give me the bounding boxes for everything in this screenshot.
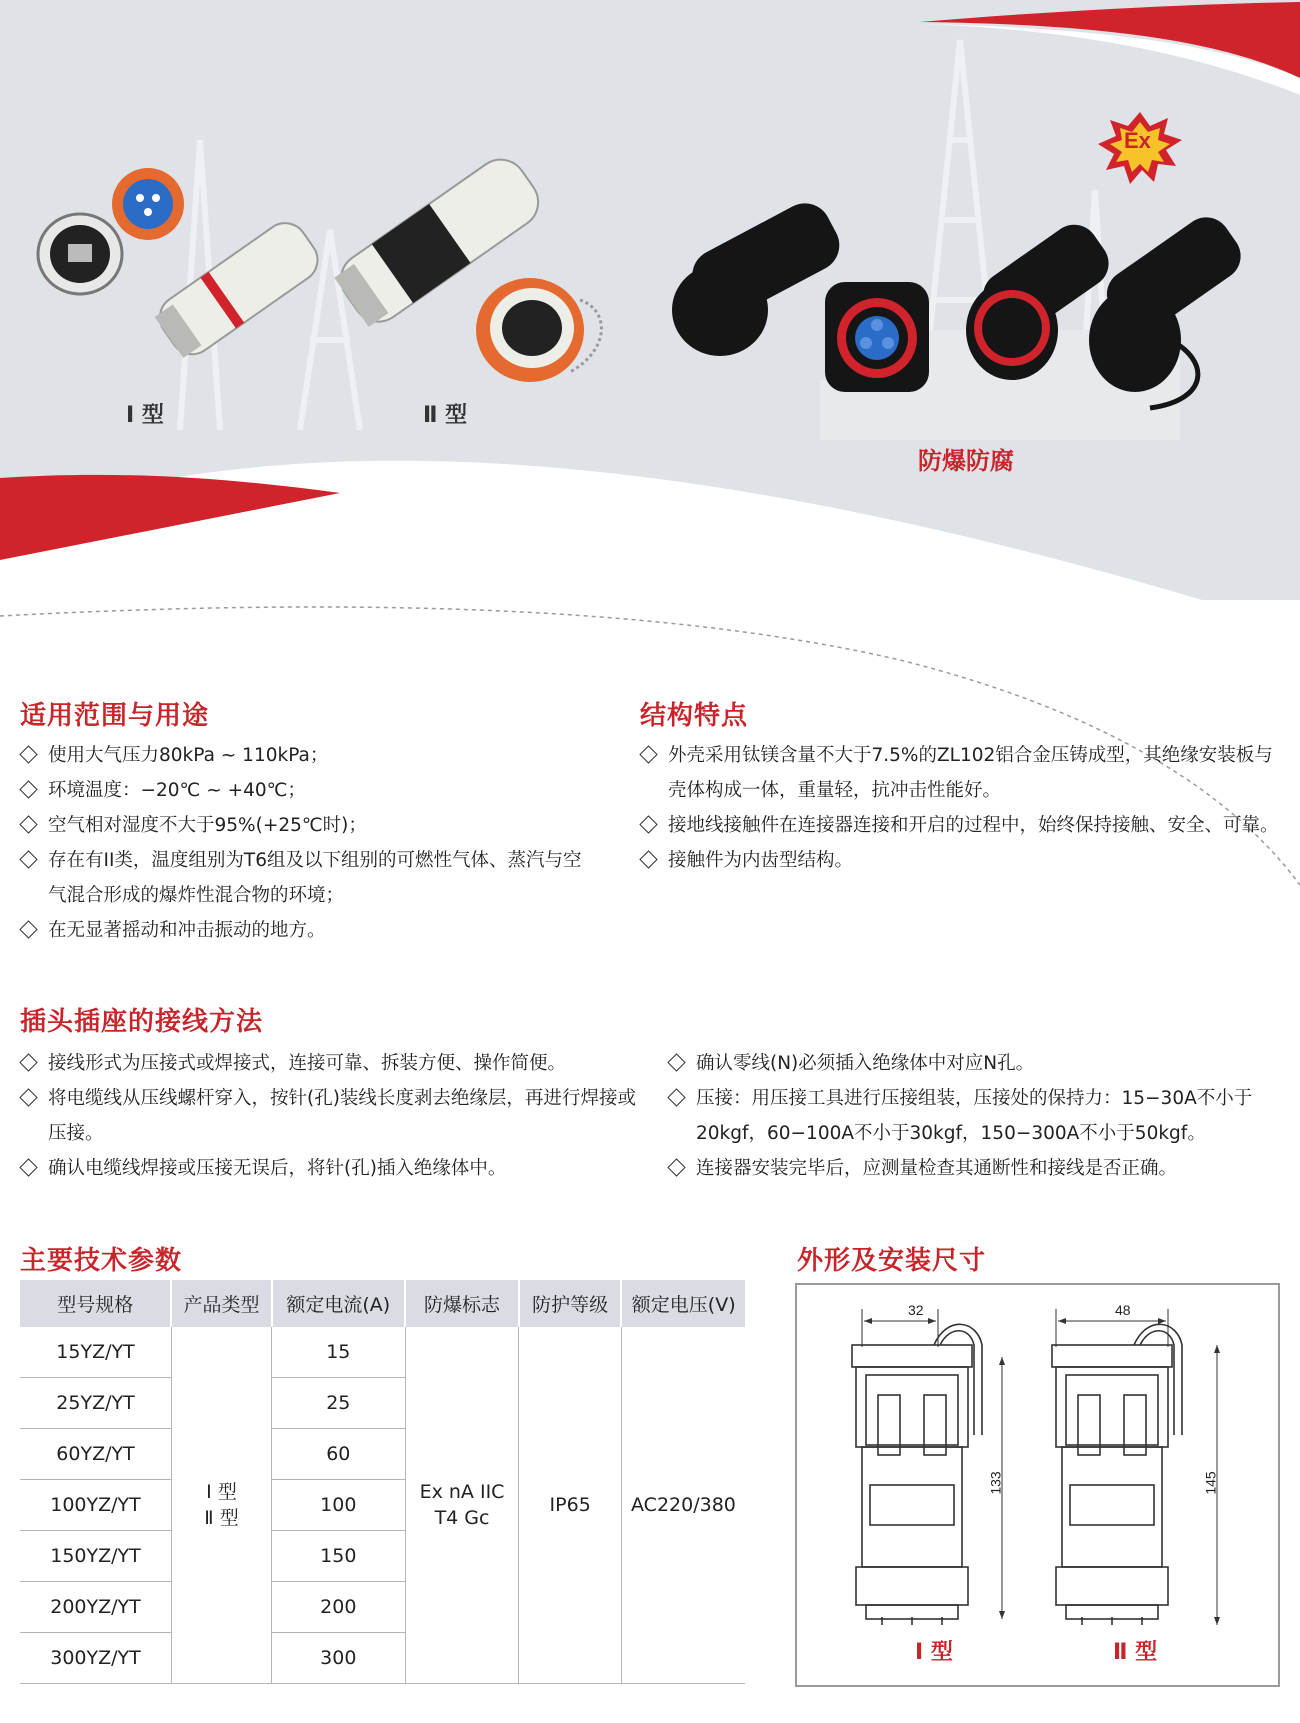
model-cell: 60YZ/YT [20,1429,171,1480]
model-cell: 150YZ/YT [20,1531,171,1582]
table-header: 额定电压(V) [621,1280,745,1327]
voltage-cell: AC220/380 [621,1327,745,1684]
list-item: 确认电缆线焊接或压接无误后，将针(孔)插入绝缘体中。 [20,1151,640,1186]
table-header: 防爆标志 [405,1280,519,1327]
wiring-left-list [20,1046,640,1186]
model-cell: 300YZ/YT [20,1633,171,1684]
ex-mark-cell: Ex nA IIC T4 Gc [405,1327,519,1684]
current-cell: 150 [272,1531,406,1582]
protection-cell: IP65 [519,1327,622,1684]
list-item: 存在有II类，温度组别为T6组及以下组别的可燃性气体、蒸汽与空气混合形成的爆炸性混合物的环境； [20,843,588,913]
derrick-silhouettes [180,40,1180,440]
list-item: 外壳采用钛镁含量不大于7.5%的ZL102铝合金压铸成型，其绝缘安装板与壳体构成一体，重量轻，抗冲击性能好。 [640,738,1290,808]
type2-width-label: 48 [1115,1302,1131,1318]
current-cell: 25 [272,1378,406,1429]
structure-title: 结构特点 [640,701,749,731]
current-cell: 300 [272,1633,406,1684]
banner-artwork [0,0,1300,600]
type1-drawing-label: Ⅰ 型 [915,1640,953,1665]
dimension-drawing-box [795,1283,1280,1687]
list-item: 接地线接触件在连接器连接和开启的过程中，始终保持接触、安全、可靠。 [640,808,1290,843]
ex-badge-label: Ex [1124,128,1151,153]
current-cell: 60 [272,1429,406,1480]
list-item: 确认零线(N)必须插入绝缘体中对应N孔。 [668,1046,1288,1081]
list-item: 将电缆线从压线螺杆穿入，按针(孔)装线长度剥去绝缘层，再进行焊接或压接。 [20,1081,640,1151]
list-item: 连接器安装完毕后，应测量检查其通断性和接线是否正确。 [668,1151,1288,1186]
wiring-right-list [668,1046,1288,1186]
params-table [20,1280,745,1684]
list-item: 使用大气压力80kPa ~ 110kPa； [20,738,610,773]
table-header: 产品类型 [171,1280,271,1327]
list-item: 接触件为内齿型结构。 [640,843,1290,878]
table-header: 防护等级 [519,1280,622,1327]
dimensions-title: 外形及安装尺寸 [797,1246,987,1276]
table-header-row [20,1280,745,1327]
structure-list [640,738,1290,878]
caption-feature: 防爆防腐 [918,447,1014,475]
type2-height-label: 145 [1202,1471,1219,1495]
model-cell: 15YZ/YT [20,1327,171,1378]
table-header: 额定电流(A) [272,1280,406,1327]
type1-drawing [852,1309,1005,1625]
wiring-title: 插头插座的接线方法 [20,1007,264,1037]
current-cell: 200 [272,1582,406,1633]
list-item: 接线形式为压接式或焊接式，连接可靠、拆装方便、操作简便。 [20,1046,640,1081]
type1-height-label: 133 [987,1471,1004,1495]
current-cell: 15 [272,1327,406,1378]
type2-drawing [1052,1309,1220,1625]
scope-title: 适用范围与用途 [20,701,210,731]
table-header: 型号规格 [20,1280,171,1327]
type1-product-image [38,168,326,363]
caption-type1: Ⅰ 型 [126,403,164,428]
product-type-cell: Ⅰ 型 Ⅱ 型 [171,1327,271,1684]
type1-width-label: 32 [908,1302,924,1318]
list-item: 环境温度：−20℃ ~ +40℃； [20,773,610,808]
list-item: 空气相对湿度不大于95%(+25℃时)； [20,808,610,843]
model-cell: 25YZ/YT [20,1378,171,1429]
type2-product-image [331,149,602,382]
model-cell: 100YZ/YT [20,1480,171,1531]
params-title: 主要技术参数 [20,1246,183,1276]
table-row [20,1327,745,1378]
top-banner [0,0,1300,600]
list-item: 在无显著摇动和冲击振动的地方。 [20,913,610,948]
scope-list [20,738,610,948]
list-item: 压接：用压接工具进行压接组装，压接处的保持力：15−30A不小于20kgf，60−100A不小于30kgf，150−300A不小于50kgf。 [668,1081,1288,1151]
current-cell: 100 [272,1480,406,1531]
model-cell: 200YZ/YT [20,1582,171,1633]
caption-type2: Ⅱ 型 [423,403,468,428]
type2-drawing-label: Ⅱ 型 [1113,1640,1158,1665]
